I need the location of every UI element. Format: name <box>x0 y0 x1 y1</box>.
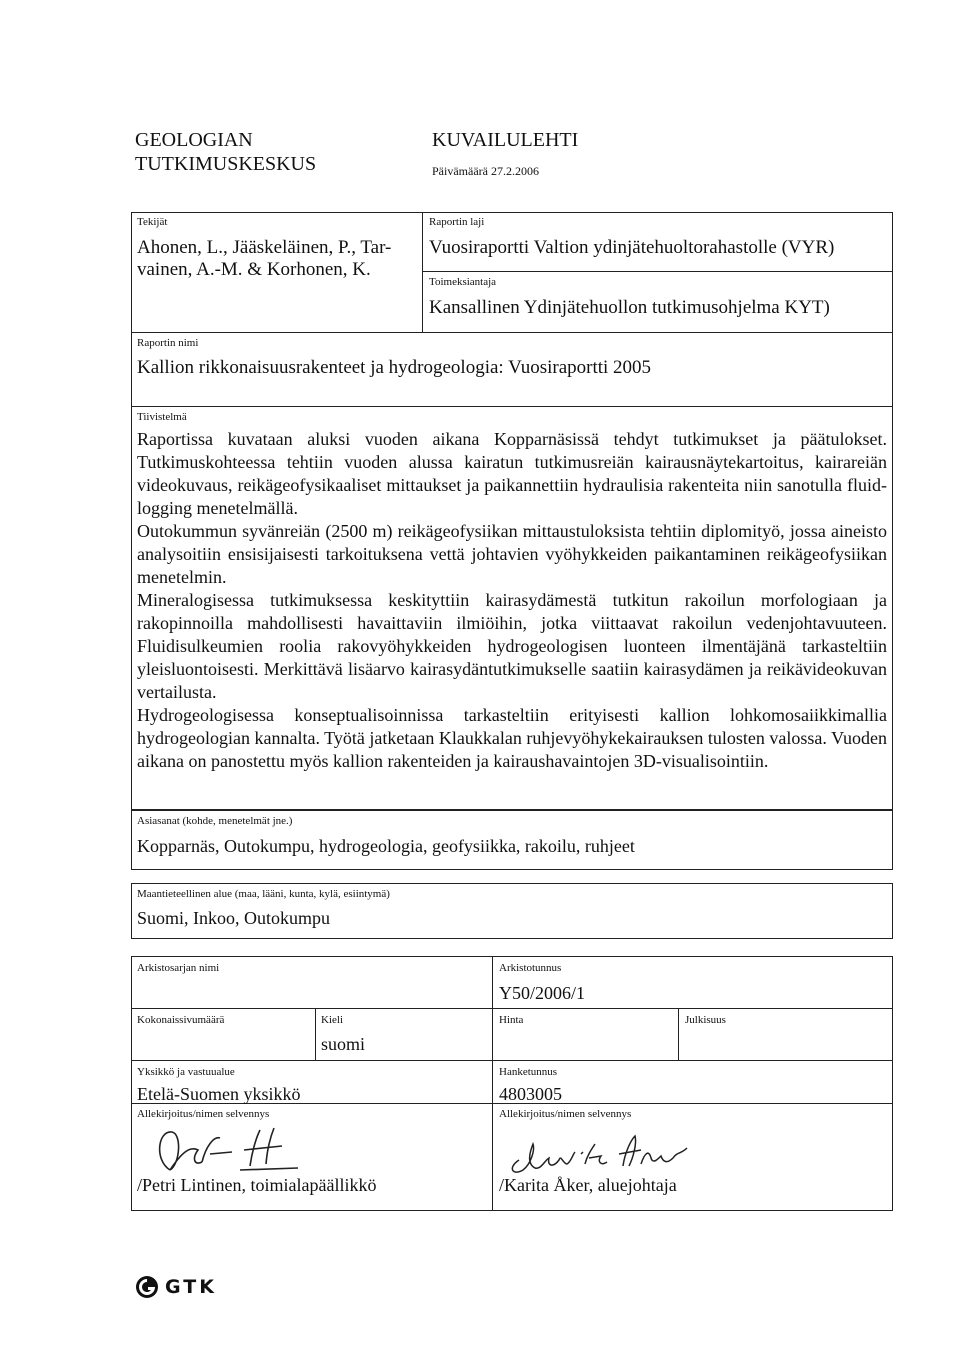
client-label: Toimeksiantaja <box>429 276 497 288</box>
geo-area-value: Suomi, Inkoo, Outokumpu <box>137 908 331 928</box>
divider <box>131 1008 893 1009</box>
gtk-logo-icon <box>135 1275 159 1299</box>
report-name-value: Kallion rikkonaisuusrakenteet ja hydrogeologia: Vuosiraportti 2005 <box>137 357 652 378</box>
authors-value-line1: Ahonen, L., Jääskeläinen, P., Tar- <box>137 237 392 258</box>
report-name-label: Raportin nimi <box>137 337 199 349</box>
unit-value: Etelä-Suomen yksikkö <box>137 1084 301 1104</box>
archive-code-value: Y50/2006/1 <box>499 983 586 1003</box>
pages-field <box>137 1014 307 1027</box>
report-type-label: Raportin laji <box>429 216 485 228</box>
document-title: KUVAILULEHTI <box>432 129 579 151</box>
divider <box>131 1060 893 1061</box>
authors-label: Tekijät <box>137 216 168 228</box>
summary-paragraph: Hydrogeologisessa konseptualisoinnissa tarkasteltiin erityisesti kallion lohkomosaiikkimallia hydrogeologian kannalta. Työtä jatketaan Klaukkalan ruhjevyöhykekairauksen tulosten valossa. Vuoden aikana on panostettu myös kallion rakenteiden ja kairaushavaintojen 3D-visualisointiin. <box>137 705 887 771</box>
language-label: Kieli <box>321 1014 343 1026</box>
summary-paragraph: Raportissa kuvataan aluksi vuoden aikana Kopparnäsissä tehdyt tutkimukset ja päätulokset. Tutkimuskohteessa tehtiin vuoden alussa kairatun tutkimusreiän kairausnäytekartoitus, kairareiän videokuvaus, reikägeofysikaaliset mittaukset ja paikannettiin hydraulisia rakenteita niin sanotulla fluid-logging menetelmällä. <box>137 429 887 518</box>
authors-field <box>137 216 417 281</box>
price-label: Hinta <box>499 1014 524 1026</box>
document-date: Päivämäärä 27.2.2006 <box>432 164 539 178</box>
publicity-field <box>685 1014 885 1027</box>
pages-label: Kokonaissivumäärä <box>137 1014 225 1026</box>
project-code-value: 4803005 <box>499 1084 562 1104</box>
project-code-field <box>499 1066 879 1105</box>
language-value: suomi <box>321 1034 366 1054</box>
divider <box>131 406 893 407</box>
keywords-field <box>137 815 887 857</box>
archive-code-field <box>499 962 879 1004</box>
authors-value-line2: vainen, A.-M. & Korhonen, K. <box>137 259 371 280</box>
gtk-logo-text: GTK <box>165 1276 217 1298</box>
keywords-value: Kopparnäs, Outokumpu, hydrogeologia, geofysiikka, rakoilu, ruhjeet <box>137 836 635 856</box>
report-name-field <box>137 337 887 379</box>
price-field <box>499 1014 669 1027</box>
organization-line1: GEOLOGIAN <box>135 129 253 151</box>
archive-series-label: Arkistosarjan nimi <box>137 962 220 974</box>
client-field <box>429 276 889 319</box>
divider <box>422 271 893 272</box>
divider <box>131 332 893 333</box>
unit-field <box>137 1066 487 1105</box>
summary-paragraph: Outokummun syvänreiän (2500 m) reikägeofysiikan mittaustuloksista tehtiin diplomityö, jossa aineisto analysoitiin ensisijaisesti tarkoituksena vettä johtavien vyöhykkeiden paikantaminen reikägeofysiikan menetelmin. <box>137 521 887 587</box>
summary-paragraph: Mineralogisessa tutkimuksessa keskityttiin kairasydämestä tutkitun rakoilun morfologiaan ja rakopinnoilla mahdollisesti havaittaviin ilmiöihin, jotka viittaavat rakoilun vedenjohtavuuteen. Fluidisulkeumien roolia rakovyöhykkeiden hydrogeologisen luonteen ilmentäjänä tarkasteltiin yleisluontoisesti. Merkittävä lisäarvo kairasydäntutkimukselle saatiin kairasydämen ja reikävideokuvan vertailusta. <box>137 590 887 702</box>
report-type-field <box>429 216 889 259</box>
divider <box>315 1008 316 1060</box>
divider <box>422 212 423 332</box>
report-type-value: Vuosiraportti Valtion ydinjätehuoltorahastolle (VYR) <box>429 237 835 258</box>
archive-series-field <box>137 962 487 975</box>
signature-right-image <box>505 1130 695 1180</box>
organization-line2: TUTKIMUSKESKUS <box>135 153 317 175</box>
signature-right-label: Allekirjoitus/nimen selvennys <box>499 1108 632 1120</box>
divider <box>492 956 493 1211</box>
keywords-label: Asiasanat (kohde, menetelmät jne.) <box>137 815 293 827</box>
summary-text <box>137 428 887 773</box>
organization-name <box>135 128 316 176</box>
project-code-label: Hanketunnus <box>499 1066 558 1078</box>
geo-area-label: Maantieteellinen alue (maa, lääni, kunta, kylä, esiintymä) <box>137 888 390 900</box>
signature-left-name: /Petri Lintinen, toimialapäällikkö <box>137 1175 377 1195</box>
signature-left-image <box>140 1124 320 1176</box>
signature-right-name: /Karita Åker, aluejohtaja <box>499 1175 677 1195</box>
archive-code-label: Arkistotunnus <box>499 962 562 974</box>
signature-left-label: Allekirjoitus/nimen selvennys <box>137 1108 270 1120</box>
publicity-label: Julkisuus <box>685 1014 726 1026</box>
gtk-logo <box>135 1275 217 1299</box>
divider <box>678 1008 679 1060</box>
language-field <box>321 1014 486 1055</box>
client-value: Kansallinen Ydinjätehuollon tutkimusohjelma KYT) <box>429 297 830 318</box>
summary-label: Tiivistelmä <box>137 411 187 423</box>
geo-area-field <box>137 888 887 929</box>
unit-label: Yksikkö ja vastuualue <box>137 1066 235 1078</box>
